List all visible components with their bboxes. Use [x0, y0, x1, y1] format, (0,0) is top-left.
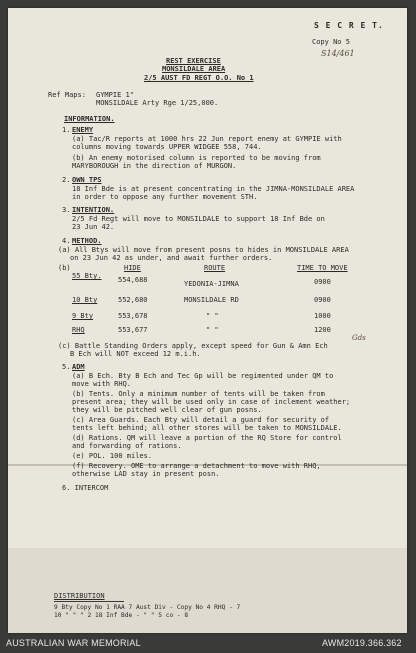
distribution-rule: [54, 601, 124, 602]
table-row-hide: 553,678: [118, 312, 148, 320]
copy-number: Copy No 5: [312, 38, 350, 46]
adm-b-line-1: (b) Tents. Only a minimum number of tents will be taken from: [72, 390, 325, 398]
adm-d-line-2: and forwarding of rations.: [72, 442, 182, 450]
enemy-a-line-1: (a) Tac/R reports at 1000 hrs 22 Jun report enemy at GYMPIE with: [72, 135, 342, 143]
table-header-time: TIME TO MOVE: [297, 264, 348, 272]
table-row-route: MONSILDALE RD: [184, 296, 239, 304]
own-tps-line-2: in order to oppose any further movement STH.: [72, 193, 258, 201]
enemy-b-line-1: (b) An enemy motorised column is reported to be moving from: [72, 154, 321, 162]
adm-c-line-1: (c) Area Guards. Each Bty will detail a guard for security of: [72, 416, 330, 424]
adm-b-line-3: they will be pitched well clear of gun posns.: [72, 406, 262, 414]
adm-c-line-2: tents left behind; all other stores will be taken to MONSILDALE.: [72, 424, 342, 432]
table-row-time: 1200: [314, 326, 331, 334]
section-3-title: INTENTION.: [72, 206, 115, 214]
secret-marking: S E C R E T.: [314, 21, 384, 30]
adm-f-line-2: otherwise LAD stay in present posn.: [72, 470, 220, 478]
ref-maps-monsildale: MONSILDALE Arty Rge 1/25,000.: [96, 99, 219, 107]
document-page: [8, 8, 407, 633]
table-row-hide: 554,688: [118, 276, 148, 284]
ref-maps-gympie: GYMPIE 1": [96, 91, 134, 99]
method-b-label: (b): [58, 264, 71, 272]
section-4-title: METHOD.: [72, 237, 102, 245]
lower-fold-band: [8, 548, 407, 633]
table-row-unit: RHQ: [72, 326, 85, 334]
adm-f-line-1: (f) Recovery. OME to arrange a detachment to move with RHQ,: [72, 462, 321, 470]
section-1-title: ENEMY: [72, 126, 94, 134]
distribution-heading: DISTRIBUTION: [54, 592, 105, 600]
distribution-row-1: 9 Bty Copy No 1 RAA 7 Aust Div - Copy No 4 RHQ - 7: [54, 604, 241, 611]
adm-a-line-2: move with RHQ.: [72, 380, 132, 388]
handwritten-reference: S14/461: [321, 49, 355, 58]
adm-d-line-1: (d) Rations. QM will leave a portion of the RQ Store for control: [72, 434, 342, 442]
enemy-a-line-2: columns moving towards UPPER WIDGEE 558, 744.: [72, 143, 262, 151]
table-row-time: 0900: [314, 278, 331, 286]
title-monsildale-area: MONSILDALE AREA: [162, 65, 226, 73]
section-5-number: 5.: [62, 363, 71, 371]
ref-maps-label: Ref Maps:: [48, 91, 86, 99]
section-1-number: 1.: [62, 126, 71, 134]
method-a-line-1: (a) All Btys will move from present posns to hides in MONSILDALE AREA: [58, 246, 349, 254]
table-row-unit: 10 Bty: [72, 296, 98, 304]
adm-e-line-1: (e) POL. 100 miles.: [72, 452, 153, 460]
section-2-title: OWN TPS: [72, 176, 102, 184]
adm-b-line-2: present area; they will be used only in case of inclement weather;: [72, 398, 351, 406]
own-tps-line-1: 18 Inf Bde is at present concentrating in the JIMNA-MONSILDALE AREA: [72, 185, 355, 193]
enemy-b-line-2: MARYBOROUGH in the direction of MURGON.: [72, 162, 237, 170]
section-2-number: 2.: [62, 176, 71, 184]
table-row-route: " ": [206, 312, 219, 320]
section-3-number: 3.: [62, 206, 71, 214]
footer-credit: AUSTRALIAN WAR MEMORIAL: [6, 638, 141, 648]
footer-accession-number: AWM2019.366.362: [322, 638, 402, 648]
table-header-hide: HIDE: [124, 264, 141, 272]
table-row-hide: 553,677: [118, 326, 148, 334]
table-row-route: YEDONIA-JIMNA: [184, 280, 239, 288]
table-row-time: 1000: [314, 312, 331, 320]
table-row-hide: 552,680: [118, 296, 148, 304]
table-header-route: ROUTE: [204, 264, 226, 272]
distribution-row-2: 10 " " " 2 18 Inf Bde - " " 5 co - 8: [54, 612, 189, 619]
intention-line-2: 23 Jun 42.: [72, 223, 115, 231]
method-a-line-2: on 23 Jun 42 as under, and await further orders.: [70, 254, 273, 262]
table-row-unit: 55 Bty.: [72, 272, 102, 280]
table-row-unit: 9 Bty: [72, 312, 94, 320]
table-row-time: 0900: [314, 296, 331, 304]
section-5-title: ADM: [72, 363, 85, 371]
information-heading: INFORMATION.: [64, 115, 115, 123]
intention-line-1: 2/5 Fd Regt will move to MONSILDALE to support 18 Inf Bde on: [72, 215, 325, 223]
table-row-route: " ": [206, 326, 219, 334]
section-6-intercom: 6. INTERCOM: [62, 484, 109, 492]
title-rest-exercise: REST EXERCISE: [166, 57, 221, 65]
handwritten-correction: Gds: [352, 334, 366, 342]
method-c-line-2: B Ech will NOT exceed 12 m.i.h.: [70, 350, 201, 358]
adm-a-line-1: (a) B Ech. Bty B Ech and Tec Gp will be regimented under QM to: [72, 372, 334, 380]
title-operation-order: 2/5 AUST FD REGT O.O. No 1: [144, 74, 254, 82]
method-c-line-1: (c) Battle Standing Orders apply, except speed for Gun & Amn Ech: [58, 342, 328, 350]
section-4-number: 4.: [62, 237, 71, 245]
